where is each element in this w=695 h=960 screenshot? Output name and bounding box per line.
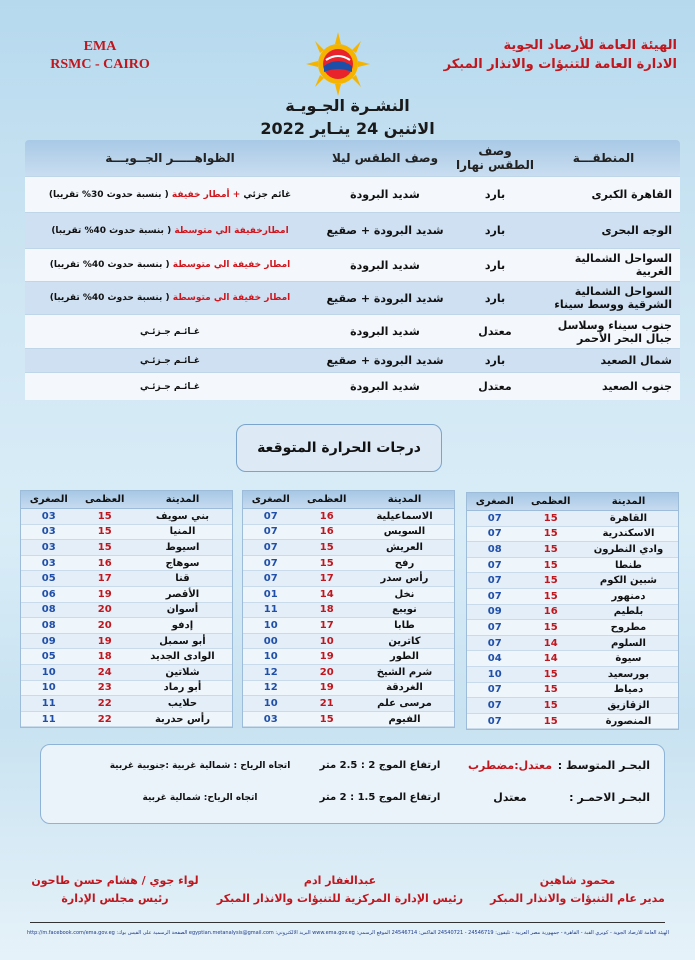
- forecast-phenomena: [25, 190, 315, 200]
- max-temp: 15: [319, 541, 334, 553]
- phenomena-rain-text: + أمطار خفيفة: [171, 189, 241, 200]
- temp-row: [467, 573, 678, 589]
- phenomena-text: ( بنسبة حدوث 30% تقريبا): [48, 189, 169, 200]
- min-temp: 00: [263, 635, 278, 647]
- city-name: قنا: [175, 573, 190, 585]
- city-name: الاسماعيلية: [376, 510, 433, 522]
- city-name: رأس حدربة: [154, 713, 210, 725]
- col-city: المدينة: [387, 494, 422, 505]
- temp-row: [243, 634, 454, 650]
- temp-row: [243, 603, 454, 619]
- min-temp: 03: [41, 526, 56, 538]
- signature-name: محمود شاهين: [539, 874, 616, 887]
- max-temp: 19: [97, 635, 112, 647]
- temp-row: [467, 527, 678, 543]
- max-temp: 15: [543, 699, 558, 711]
- ema-logo-icon: [302, 30, 374, 102]
- temp-row: [467, 714, 678, 730]
- header-day: وصف الطقس نهارا: [455, 144, 535, 172]
- temp-row: [467, 636, 678, 652]
- temp-row: [21, 556, 232, 572]
- max-temp: 15: [543, 684, 558, 696]
- max-temp: 22: [97, 697, 112, 709]
- max-temp: 20: [97, 619, 112, 631]
- department-name: الادارة العامة للتنبؤات والانذار المبكر: [443, 57, 677, 72]
- min-temp: 10: [263, 651, 278, 663]
- temp-row: [21, 681, 232, 697]
- forecast-phenomena: [25, 226, 315, 236]
- max-temp: 16: [97, 557, 112, 569]
- min-temp: 09: [487, 606, 502, 618]
- max-temp: 22: [97, 713, 112, 725]
- forecast-row: [25, 372, 680, 400]
- temp-row: [243, 665, 454, 681]
- max-temp: 18: [97, 651, 112, 663]
- ema-header-right: [417, 36, 677, 74]
- signature-central-admin: [210, 872, 470, 908]
- city-name: حلايب: [167, 697, 198, 709]
- med-sea-label: البحـر المتوسط :: [557, 759, 650, 772]
- min-temp: 11: [41, 713, 56, 725]
- min-temp: 06: [41, 588, 56, 600]
- city-name: المنصورة: [605, 715, 652, 727]
- city-name: نخل: [394, 588, 415, 600]
- min-temp: 07: [487, 512, 502, 524]
- temp-row: [243, 696, 454, 712]
- city-name: وادي النطرون: [593, 543, 664, 555]
- temp-row: [467, 511, 678, 527]
- sea-row-red: [105, 791, 650, 804]
- temp-row: [21, 540, 232, 556]
- max-temp: 15: [319, 557, 334, 569]
- col-city: المدينة: [611, 496, 646, 507]
- temp-row: [243, 571, 454, 587]
- temp-table-right: [466, 492, 679, 730]
- min-temp: 10: [263, 619, 278, 631]
- rsmc-label: RSMC - CAIRO: [50, 57, 150, 72]
- forecast-night: شديد البرودة + صقيع: [326, 291, 444, 305]
- city-name: الغردقة: [386, 682, 423, 694]
- min-temp: 03: [263, 713, 278, 725]
- forecast-day: بارد: [484, 258, 506, 272]
- max-temp: 17: [97, 573, 112, 585]
- temp-row: [243, 509, 454, 525]
- max-temp: 24: [97, 666, 112, 678]
- phenomena-text: ( بنسبة حدوث 40% تقريبا): [49, 293, 170, 303]
- temp-row: [467, 651, 678, 667]
- city-name: سيوة: [615, 653, 642, 665]
- min-temp: 07: [487, 699, 502, 711]
- ema-header-left: [40, 38, 160, 74]
- city-name: أبو سمبل: [159, 635, 206, 647]
- phenomena-text: ( بنسبة حدوث 40% تقريبا): [51, 225, 172, 236]
- min-temp: 10: [41, 682, 56, 694]
- min-temp: 07: [263, 510, 278, 522]
- min-temp: 07: [487, 684, 502, 696]
- max-temp: 20: [97, 604, 112, 616]
- forecast-day: بارد: [484, 188, 506, 201]
- forecast-day: معتدل: [478, 380, 512, 393]
- city-name: القاهرة: [609, 512, 648, 524]
- signature-name: عبدالغفار ادم: [303, 874, 377, 887]
- signature-name: لواء جوي / هشام حسن طاحون: [31, 874, 199, 887]
- forecast-phenomena: [25, 382, 315, 392]
- temp-row: [467, 620, 678, 636]
- city-name: المنيا: [169, 526, 196, 538]
- col-max: العظمى: [531, 496, 571, 507]
- forecast-phenomena: [25, 327, 315, 337]
- max-temp: 19: [97, 588, 112, 600]
- temp-row: [467, 605, 678, 621]
- forecast-night: شديد البرودة + صقيع: [326, 354, 444, 367]
- min-temp: 07: [487, 575, 502, 587]
- footer-contact: الهيئة العامة للأرصاد الجوية - كوبري القبة - القاهرة - جمهورية مصر العربية - تليفون: 24546719 - 24540721 الفاكس: 24546714 الموقع الرسمي: www.ema.gov.eg البريد الالكتروني: egyptian.metanalysis@gmail.com الصفحة الرسمية على الفيس بوك: http://m.facebook.com/ema.gov.eg: [27, 930, 669, 936]
- max-temp: 17: [319, 619, 334, 631]
- city-name: دمنهور: [611, 590, 646, 602]
- red-sea-label: البحـر الاحمـر :: [569, 791, 650, 804]
- city-name: رفح: [394, 557, 415, 569]
- max-temp: 15: [543, 543, 558, 555]
- max-temp: 16: [543, 606, 558, 618]
- bulletin-date: الاثنين 24 ينـاير 2022: [260, 119, 435, 138]
- sea-state-box: [40, 744, 665, 824]
- min-temp: 05: [41, 651, 56, 663]
- min-temp: 07: [487, 559, 502, 571]
- city-name: مطروح: [610, 621, 647, 633]
- forecast-day: بارد: [484, 291, 506, 305]
- temp-row: [21, 712, 232, 728]
- forecast-region: القاهرة الكبرى: [591, 188, 672, 201]
- max-temp: 15: [543, 621, 558, 633]
- city-name: بلطيم: [613, 606, 644, 618]
- phenomena-rain-text: امطارخفيفة الي متوسطة: [174, 225, 289, 236]
- red-sea-wave: ارتفاع الموج 1.5 : 2 متر: [319, 792, 441, 803]
- max-temp: 21: [319, 697, 334, 709]
- temp-row: [467, 683, 678, 699]
- max-temp: 19: [319, 682, 334, 694]
- city-name: أسوان: [166, 604, 199, 616]
- city-name: اسيوط: [165, 541, 200, 553]
- temp-row: [243, 587, 454, 603]
- temp-row: [21, 696, 232, 712]
- min-temp: 01: [263, 588, 278, 600]
- city-name: شلاتين: [165, 666, 200, 678]
- temp-table-middle: [242, 490, 455, 728]
- forecast-phenomena: [25, 356, 315, 366]
- max-temp: 10: [319, 635, 334, 647]
- forecast-phenomena: [25, 293, 315, 303]
- city-name: كاترين: [388, 635, 421, 647]
- city-name: الوادى الجديد: [150, 651, 215, 663]
- temp-table-header: [21, 491, 232, 509]
- min-temp: 07: [263, 557, 278, 569]
- footer-divider: [30, 922, 665, 923]
- city-name: الأقصر: [165, 588, 200, 600]
- forecast-day: بارد: [484, 354, 506, 367]
- temp-row: [21, 509, 232, 525]
- temp-row: [243, 540, 454, 556]
- min-temp: 03: [41, 557, 56, 569]
- city-name: الطور: [389, 651, 419, 663]
- min-temp: 04: [487, 653, 502, 665]
- min-temp: 10: [263, 697, 278, 709]
- col-city: المدينة: [165, 494, 200, 505]
- min-temp: 07: [487, 528, 502, 540]
- forecast-region: السواحل الشمالية الغربية: [574, 252, 672, 278]
- min-temp: 10: [487, 668, 502, 680]
- city-name: سوهاج: [165, 557, 200, 569]
- phenomena-text: غـائـم جـزئـي: [140, 326, 200, 337]
- phenomena-text: غـائـم جـزئـي: [140, 381, 200, 392]
- forecast-region: شمال الصعيد: [600, 354, 672, 367]
- forecast-row: [25, 176, 680, 212]
- forecast-day: معتدل: [478, 325, 512, 338]
- forecast-region: جنوب سيناء وسلاسل جبال البحر الأحمر: [557, 318, 672, 345]
- min-temp: 03: [41, 510, 56, 522]
- min-temp: 08: [487, 543, 502, 555]
- max-temp: 23: [97, 682, 112, 694]
- temp-row: [467, 589, 678, 605]
- phenomena-text: غائم جزئي: [243, 189, 292, 200]
- temp-row: [21, 603, 232, 619]
- min-temp: 11: [41, 697, 56, 709]
- forecast-region: جنوب الصعيد: [602, 380, 672, 393]
- city-name: طنطا: [614, 559, 642, 571]
- header-night: وصف الطقس ليلا: [331, 151, 439, 165]
- temp-row: [21, 618, 232, 634]
- max-temp: 16: [319, 526, 334, 538]
- temp-row: [243, 618, 454, 634]
- forecast-header-row: [25, 140, 680, 176]
- city-name: مرسى علم: [377, 697, 432, 709]
- max-temp: 15: [97, 510, 112, 522]
- max-temp: 17: [319, 573, 334, 585]
- city-name: إدفو: [171, 619, 194, 631]
- phenomena-rain-text: امطار خفيفة الي متوسطة: [172, 293, 291, 303]
- min-temp: 12: [263, 666, 278, 678]
- temp-row: [243, 681, 454, 697]
- city-name: دمياط: [613, 684, 644, 696]
- col-min: الصغرى: [29, 494, 68, 505]
- min-temp: 07: [263, 573, 278, 585]
- forecast-night: شديد البرودة: [350, 258, 420, 272]
- med-sea-wind: اتجاه الرياح : شمالية غربية :جنوبية غربية: [109, 760, 291, 771]
- signature-title: رئيس الإدارة المركزية للتنبؤات والانذار المبكر: [216, 892, 464, 905]
- forecast-row: [25, 212, 680, 248]
- min-temp: 11: [263, 604, 278, 616]
- min-temp: 07: [487, 621, 502, 633]
- city-name: الزقازيق: [607, 699, 650, 711]
- city-name: أبو رماد: [163, 682, 202, 694]
- min-temp: 10: [41, 666, 56, 678]
- phenomena-rain-text: امطار خفيفة الي متوسطة: [172, 260, 291, 270]
- max-temp: 15: [543, 559, 558, 571]
- temp-row: [21, 587, 232, 603]
- min-temp: 08: [41, 604, 56, 616]
- max-temp: 15: [543, 668, 558, 680]
- forecast-table: [25, 140, 680, 400]
- temp-row: [243, 712, 454, 728]
- temp-row: [467, 542, 678, 558]
- temp-row: [21, 649, 232, 665]
- forecast-phenomena: [25, 260, 315, 270]
- forecast-night: شديد البرودة + صقيع: [326, 224, 444, 237]
- max-temp: 19: [319, 651, 334, 663]
- forecast-day: بارد: [484, 224, 506, 237]
- temp-row: [467, 667, 678, 683]
- min-temp: 07: [263, 526, 278, 538]
- city-name: الاسكندرية: [602, 528, 655, 540]
- red-sea-wind: اتجاه الرياح: شمالية غربية: [142, 792, 258, 803]
- max-temp: 18: [319, 604, 334, 616]
- forecast-row: [25, 348, 680, 372]
- med-sea-state: معتدل:مضطرب: [467, 759, 553, 772]
- forecast-region: السواحل الشمالية الشرقية ووسط سيناء: [554, 285, 672, 311]
- temp-row: [21, 665, 232, 681]
- max-temp: 14: [319, 588, 334, 600]
- forecast-night: شديد البرودة: [350, 188, 420, 201]
- temp-row: [243, 556, 454, 572]
- med-sea-wave: ارتفاع الموج 2 : 2.5 متر: [319, 760, 441, 771]
- temp-table-header: [467, 493, 678, 511]
- temp-row: [243, 525, 454, 541]
- signature-title: رئيس مجلس الإدارة: [61, 892, 169, 905]
- temp-row: [21, 571, 232, 587]
- ema-acronym: EMA: [83, 39, 117, 54]
- temp-row: [21, 525, 232, 541]
- forecast-night: شديد البرودة: [350, 380, 420, 393]
- temp-row: [243, 649, 454, 665]
- col-min: الصغرى: [251, 494, 290, 505]
- city-name: العريش: [385, 541, 423, 553]
- signature-forecast-director: [470, 872, 685, 908]
- max-temp: 15: [97, 541, 112, 553]
- forecast-row: [25, 314, 680, 348]
- authority-name: الهيئة العامة للأرصاد الجوية: [503, 38, 677, 53]
- header-region: المنطقـــة: [572, 151, 635, 165]
- signature-title: مدير عام التنبؤات والانذار المبكر: [490, 892, 665, 905]
- temp-row: [467, 558, 678, 574]
- city-name: السلوم: [610, 637, 646, 649]
- temperature-section-title: درجات الحرارة المتوقعة: [236, 424, 442, 472]
- min-temp: 05: [41, 573, 56, 585]
- col-max: العظمى: [307, 494, 347, 505]
- min-temp: 07: [487, 590, 502, 602]
- min-temp: 07: [487, 715, 502, 727]
- city-name: شبين الكوم: [599, 575, 657, 587]
- signature-chairman: [20, 872, 210, 908]
- min-temp: 09: [41, 635, 56, 647]
- city-name: بورسعيد: [607, 668, 650, 680]
- city-name: بني سويف: [155, 510, 210, 522]
- min-temp: 12: [263, 682, 278, 694]
- city-name: شرم الشيخ: [376, 666, 433, 678]
- temp-table-left: [20, 490, 233, 728]
- temp-row: [467, 698, 678, 714]
- max-temp: 20: [319, 666, 334, 678]
- city-name: رأس سدر: [380, 573, 429, 585]
- max-temp: 15: [543, 512, 558, 524]
- temp-table-header: [243, 491, 454, 509]
- phenomena-text: ( بنسبة حدوث 40% تقريبا): [49, 260, 170, 270]
- max-temp: 14: [543, 637, 558, 649]
- min-temp: 07: [263, 541, 278, 553]
- max-temp: 14: [543, 653, 558, 665]
- min-temp: 08: [41, 619, 56, 631]
- temp-row: [21, 634, 232, 650]
- bulletin-title: النشـرة الجـويـة: [285, 96, 410, 115]
- max-temp: 16: [319, 510, 334, 522]
- forecast-night: شديد البرودة: [350, 325, 420, 338]
- min-temp: 03: [41, 541, 56, 553]
- col-min: الصغرى: [475, 496, 514, 507]
- col-max: العظمى: [85, 494, 125, 505]
- min-temp: 07: [487, 637, 502, 649]
- header-phenomena: الظواهـــــر الجــويـــة: [105, 151, 235, 165]
- max-temp: 15: [319, 713, 334, 725]
- max-temp: 15: [543, 528, 558, 540]
- city-name: طابا: [394, 619, 415, 631]
- sea-row-mediterranean: [105, 759, 650, 772]
- city-name: نويبع: [392, 604, 417, 616]
- phenomena-text: غـائـم جـزئـي: [140, 355, 200, 366]
- forecast-row: [25, 281, 680, 314]
- red-sea-state: معتدل: [493, 791, 527, 804]
- forecast-row: [25, 248, 680, 281]
- forecast-region: الوجه البحرى: [601, 224, 672, 237]
- city-name: السويس: [383, 526, 426, 538]
- max-temp: 15: [97, 526, 112, 538]
- city-name: الفيوم: [388, 713, 421, 725]
- max-temp: 15: [543, 575, 558, 587]
- max-temp: 15: [543, 715, 558, 727]
- max-temp: 15: [543, 590, 558, 602]
